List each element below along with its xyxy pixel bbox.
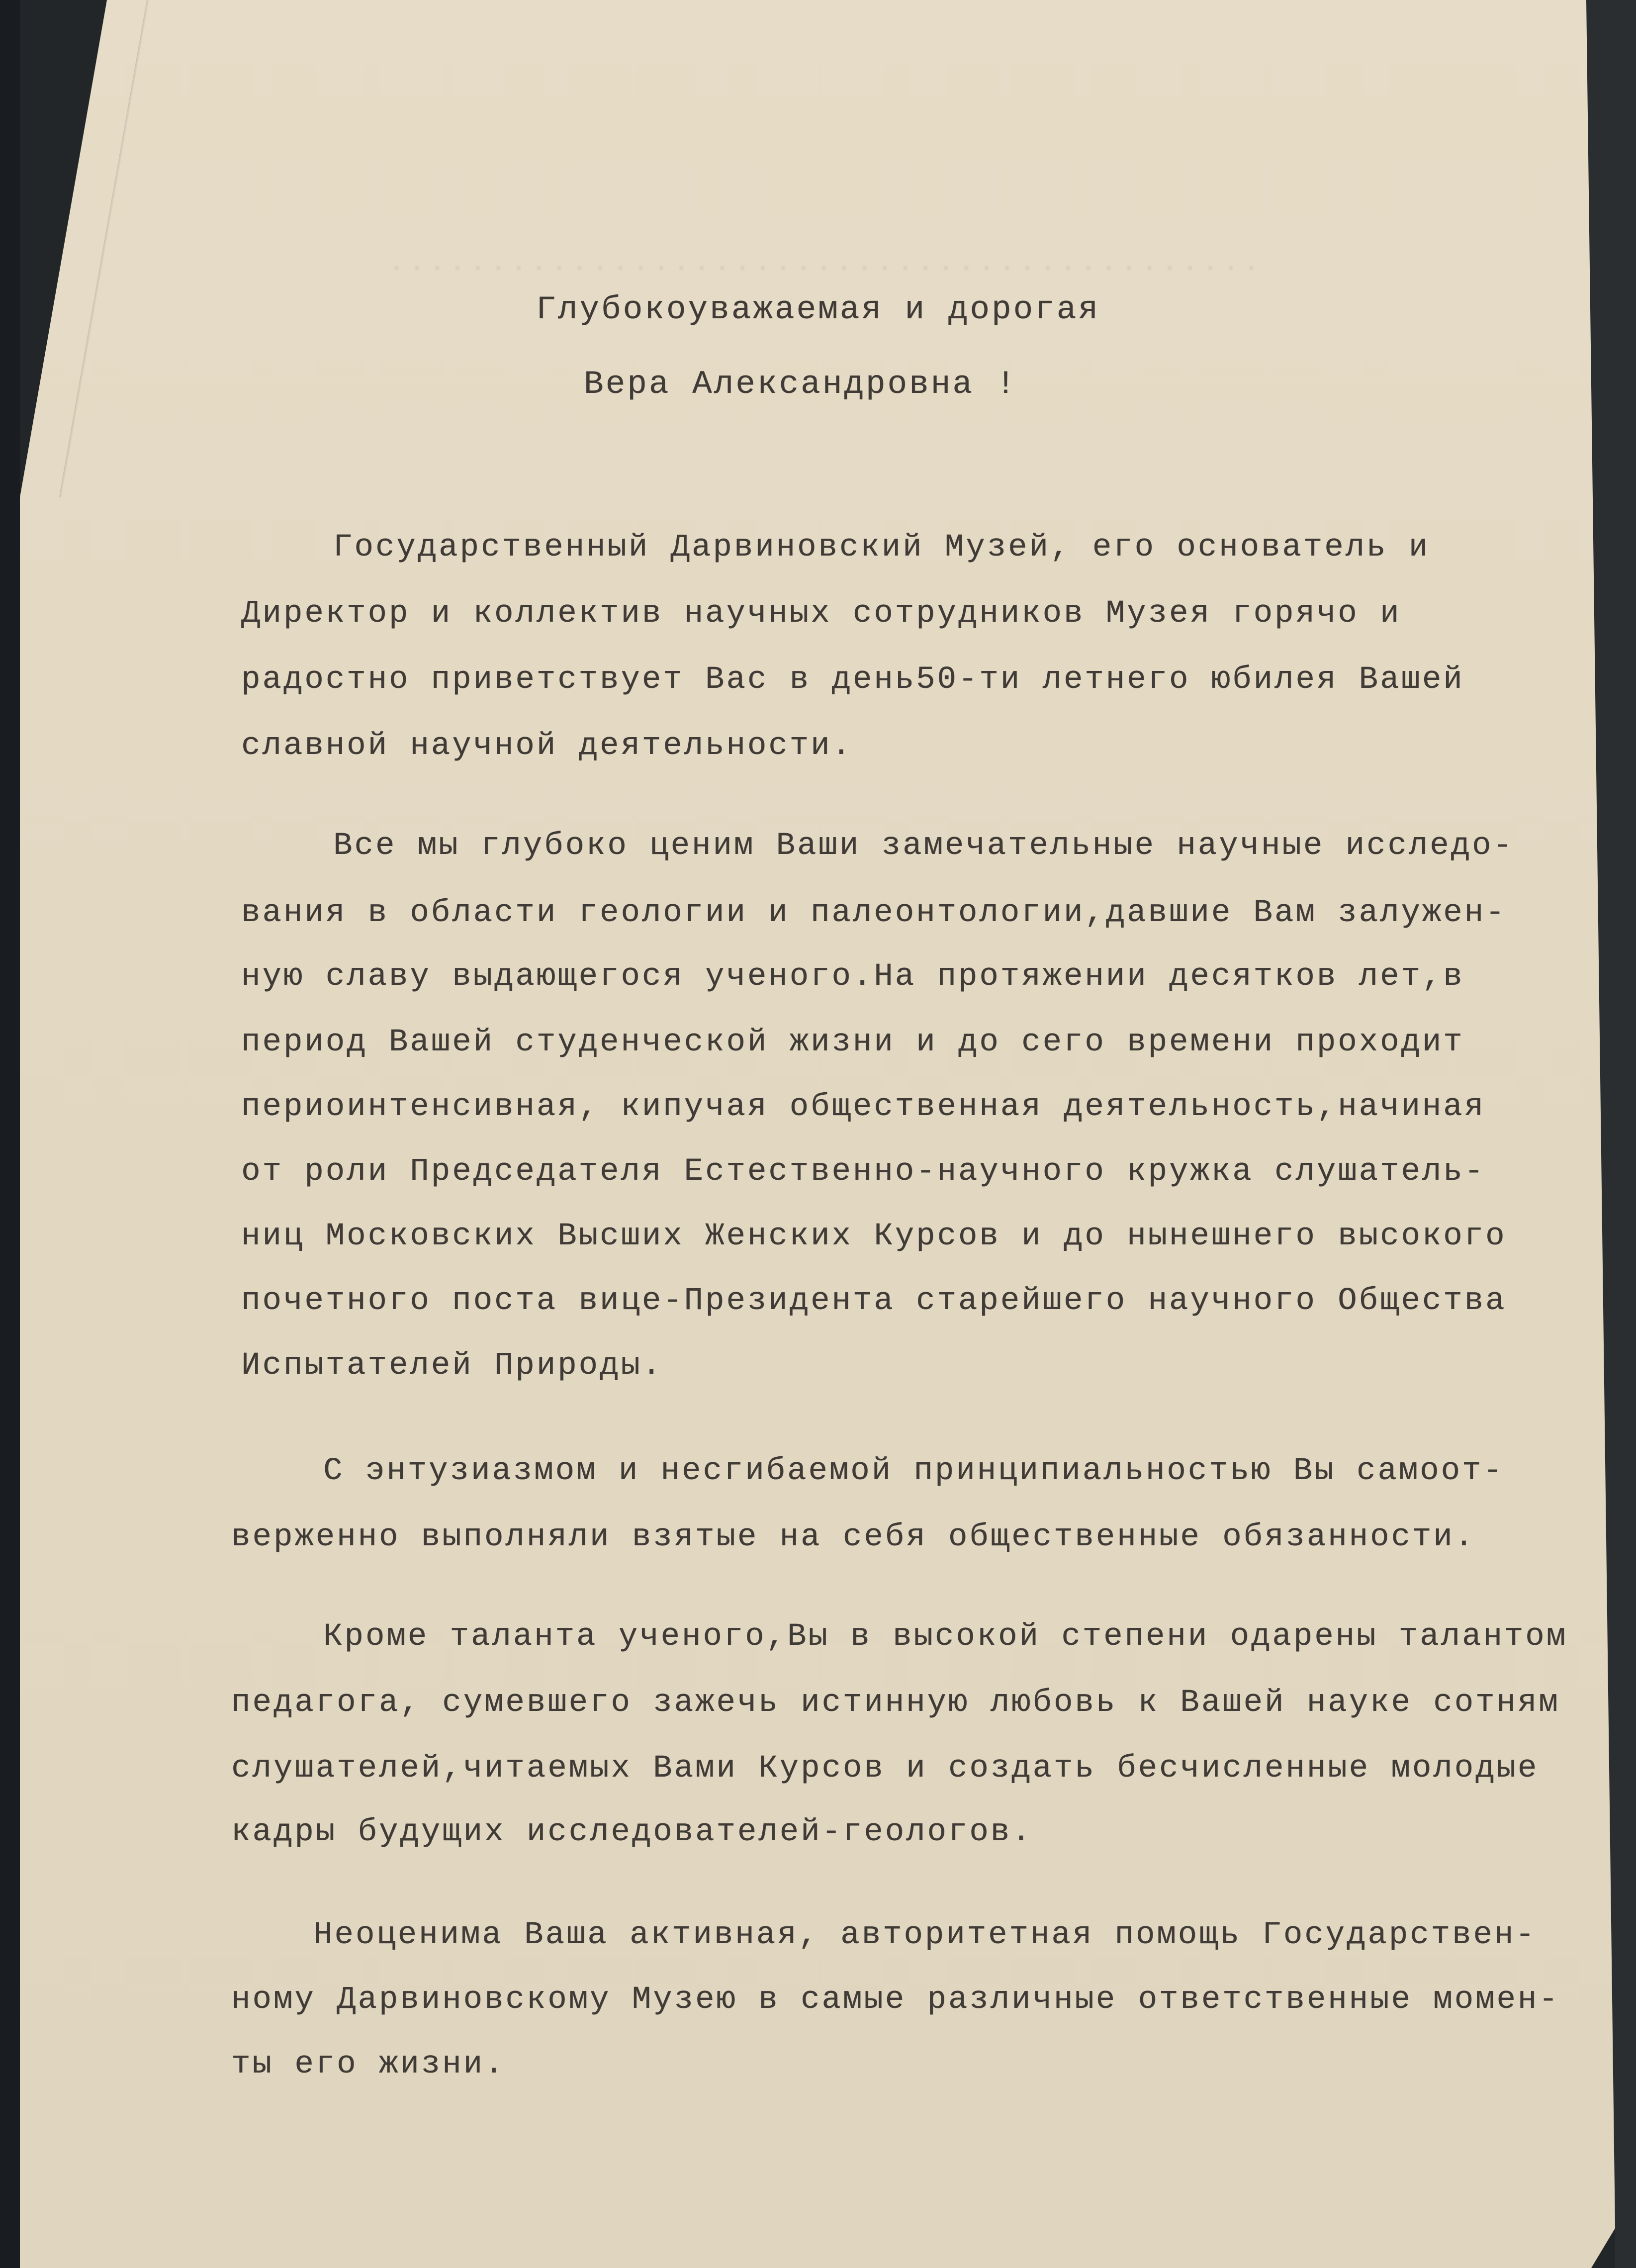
paragraph-2-line-9: Испытателей Природы. [241, 1348, 663, 1384]
salutation-line-2: Вера Александровна ! [583, 366, 1018, 403]
paragraph-2-line-6: от роли Председателя Естественно-научного кружка слушатель- [241, 1154, 1485, 1190]
paragraph-3-line-2: верженно выполняли взятые на себя общественные обязанности. [231, 1519, 1475, 1555]
paragraph-4-line-2: педагога, сумевшего зажечь истинную любовь к Вашей науке сотням [231, 1685, 1560, 1721]
paragraph-1-line-1: Государственный Дарвиновский Музей, его основатель и [333, 530, 1430, 566]
paragraph-4-line-1: Кроме таланта ученого,Вы в высокой степени одарены талантом [323, 1619, 1567, 1655]
salutation-line-1: Глубокоуважаемая и дорогая [536, 291, 1100, 328]
paragraph-1-line-3: радостно приветствует Вас в день50-ти летнего юбилея Вашей [241, 662, 1464, 698]
paragraph-2-line-5: периоинтенсивная, кипучая общественная деятельность,начиная [241, 1089, 1485, 1125]
paragraph-5-line-1: Неоценима Ваша активная, авторитетная помощь Государствен- [313, 1917, 1537, 1953]
paragraph-2-line-8: почетного поста вице-Президента старейшего научного Общества [241, 1283, 1507, 1319]
paragraph-2-line-4: период Вашей студенческой жизни и до сего времени проходит [241, 1025, 1464, 1060]
paragraph-4-line-3: слушателей,читаемых Вами Курсов и создать бесчисленные молодые [231, 1751, 1539, 1787]
paragraph-2-line-2: вания в области геологии и палеонтологии,давшие Вам залужен- [241, 895, 1507, 931]
paragraph-5-line-2: ному Дарвиновскому Музею в самые различные ответственные момен- [231, 1982, 1560, 2018]
binding-edge [0, 0, 20, 2268]
paragraph-2-line-1: Все мы глубоко ценим Ваши замечательные научные исследо- [333, 828, 1514, 864]
paragraph-1-line-2: Директор и коллектив научных сотрудников Музея горячо и [241, 596, 1401, 632]
paragraph-5-line-3: ты его жизни. [231, 2047, 506, 2082]
bleed-through-text: ··········································· [388, 251, 1263, 285]
paragraph-1-line-4: славной научной деятельности. [241, 728, 853, 764]
paragraph-4-line-4: кадры будущих исследователей-геологов. [231, 1814, 1033, 1850]
paragraph-2-line-3: ную славу выдающегося ученого.На протяжении десятков лет,в [241, 959, 1464, 995]
paragraph-3-line-1: С энтузиазмом и несгибаемой принципиальностью Вы самоот- [323, 1453, 1504, 1489]
paper-fold [59, 0, 150, 497]
paragraph-2-line-7: ниц Московских Высших Женских Курсов и до нынешнего высокого [241, 1219, 1507, 1254]
